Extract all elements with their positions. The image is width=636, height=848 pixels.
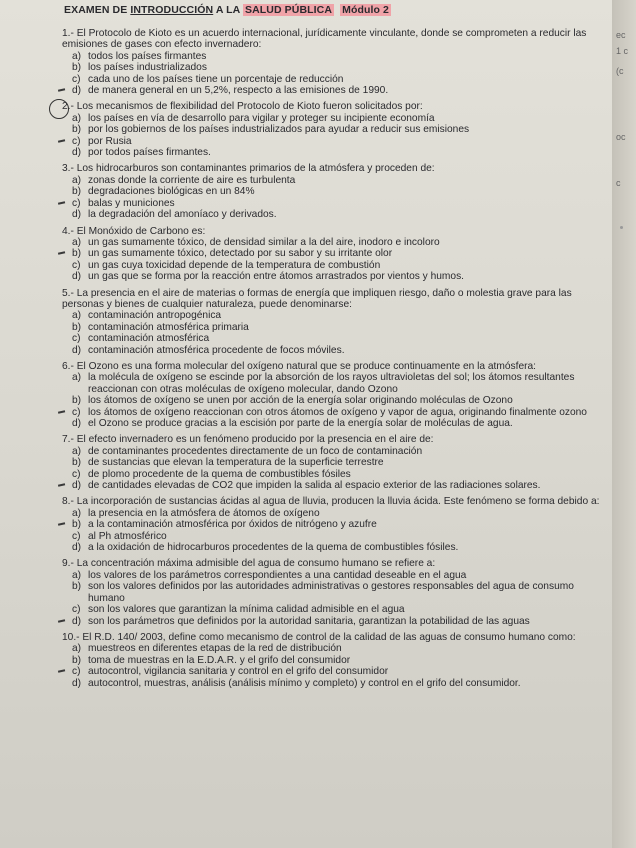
option-letter: b) — [72, 395, 82, 407]
question-item — [56, 288, 604, 356]
answer-option — [56, 643, 604, 654]
option-letter: d) — [72, 677, 82, 689]
option-letter: a) — [72, 236, 82, 248]
handwritten-tick-mark — [58, 410, 65, 413]
option-letter: d) — [72, 344, 82, 356]
option-text: un gas sumamente tóxico, detectado por su sabor y su irritante olor — [88, 248, 393, 260]
option-text: muestreos en diferentes etapas de la red de distribución — [88, 643, 342, 655]
answer-option — [56, 248, 604, 259]
question-item — [56, 558, 604, 626]
answer-option — [56, 333, 604, 344]
question-text: 2.- Los mecanismos de flexibilidad del Protocolo de Kioto fueron solicitados por: — [62, 101, 423, 113]
answer-option — [56, 581, 604, 604]
handwritten-tick-mark — [58, 88, 65, 91]
header-prefix: EXAMEN DE — [64, 4, 131, 16]
option-text: a la contaminación atmosférica por óxidos de nitrógeno y azufre — [88, 519, 377, 531]
option-text: contaminación antropogénica — [88, 310, 222, 322]
answer-option — [56, 186, 604, 197]
option-letter: d) — [72, 480, 82, 492]
option-letter: d) — [72, 209, 82, 221]
option-letter: d) — [72, 542, 82, 554]
option-letter: d) — [72, 271, 82, 283]
option-text: degradaciones biológicas en un 84% — [88, 186, 255, 198]
question-text: 6.- El Ozono es una forma molecular del oxígeno natural que se produce continuamente en la atmósfera: — [62, 360, 536, 372]
answer-option — [56, 480, 604, 491]
option-text: son los valores definidos por las autoridades administrativas o gestores responsables del agua de consumo humano — [88, 581, 574, 604]
option-letter: c) — [72, 197, 81, 209]
option-text: los átomos de oxígeno se unen por acción de la energía solar originando moléculas de Ozono — [88, 395, 513, 407]
answer-option — [56, 322, 604, 333]
answer-option — [56, 542, 604, 553]
answer-option — [56, 209, 604, 220]
option-text: de cantidades elevadas de CO2 que impiden la salida al espacio exterior de las radiaciones solares. — [88, 480, 541, 492]
option-text: los países industrializados — [88, 62, 207, 74]
option-letter: c) — [72, 333, 81, 345]
option-letter: c) — [72, 530, 81, 542]
option-text: la presencia en la atmósfera de átomos de oxígeno — [88, 507, 320, 519]
option-text: cada uno de los países tiene un porcentaje de reducción — [88, 73, 344, 85]
answer-option — [56, 372, 604, 395]
question-item — [56, 226, 604, 283]
option-text: de manera general en un 5,2%, respecto a las emisiones de 1990. — [88, 85, 389, 97]
handwritten-tick-mark — [58, 201, 65, 204]
option-letter: b) — [72, 62, 82, 74]
edge-text: c — [616, 178, 621, 188]
header-highlight-subject: SALUD PÚBLICA — [244, 4, 333, 16]
question-item — [56, 434, 604, 491]
answer-option — [56, 51, 604, 62]
option-letter: a) — [72, 445, 82, 457]
handwritten-tick-mark — [58, 139, 65, 142]
option-letter: a) — [72, 310, 82, 322]
option-letter: d) — [72, 85, 82, 97]
answer-option — [56, 457, 604, 468]
option-letter: b) — [72, 321, 82, 333]
next-page-edge — [612, 0, 636, 848]
answer-option — [56, 113, 604, 124]
question-text: 8.- La incorporación de sustancias ácidas al agua de lluvia, producen la lluvia ácida. Este fenómeno se forma debido a: — [62, 496, 600, 508]
option-letter: b) — [72, 519, 82, 531]
option-text: un gas sumamente tóxico, de densidad similar a la del aire, inodoro e incoloro — [88, 236, 440, 248]
answer-option — [56, 310, 604, 321]
option-letter: a) — [72, 507, 82, 519]
answer-option — [56, 345, 604, 356]
option-text: de sustancias que elevan la temperatura de la superficie terrestre — [88, 457, 384, 469]
option-letter: c) — [72, 135, 81, 147]
answer-option — [56, 519, 604, 530]
answer-option — [56, 570, 604, 581]
option-letter: d) — [72, 615, 82, 627]
question-item — [56, 632, 604, 689]
answer-option — [56, 271, 604, 282]
answer-option — [56, 124, 604, 135]
edge-text: ec — [616, 30, 626, 40]
answer-option — [56, 508, 604, 519]
option-letter: a) — [72, 643, 82, 655]
option-text: autocontrol, vigilancia sanitaria y control en el grifo del consumidor — [88, 666, 389, 678]
option-letter: b) — [72, 654, 82, 666]
option-letter: a) — [72, 174, 82, 186]
answer-option — [56, 469, 604, 480]
question-text: 1.- El Protocolo de Kioto es un acuerdo internacional, jurídicamente vinculante, donde se comprometen a reducir las emisiones de gases con efecto invernadero: — [62, 28, 587, 51]
answer-option — [56, 147, 604, 158]
option-letter: c) — [72, 666, 81, 678]
option-text: un gas cuya toxicidad depende de la temperatura de combustión — [88, 259, 381, 271]
answer-option — [56, 237, 604, 248]
question-list — [56, 28, 604, 694]
option-text: de contaminantes procedentes directamente de un foco de contaminación — [88, 445, 423, 457]
option-text: son los valores que garantizan la mínima calidad admisible en el agua — [88, 604, 405, 616]
option-text: por todos países firmantes. — [88, 147, 211, 159]
edge-text: 1 c — [616, 46, 629, 56]
option-text: un gas que se forma por la reacción entre átomos arrastrados por vientos y humos. — [88, 271, 464, 283]
question-text: 10.- El R.D. 140/ 2003, define como mecanismo de control de la calidad de las aguas de consumo humano como: — [62, 631, 576, 643]
question-item — [56, 163, 604, 220]
option-text: al Ph atmosférico — [88, 530, 167, 542]
answer-option — [56, 531, 604, 542]
option-text: los átomos de oxígeno reaccionan con otros átomos de oxígeno y vapor de agua, originando finalmente ozono — [88, 406, 587, 418]
option-letter: d) — [72, 147, 82, 159]
option-text: son los parámetros que definidos por la autoridad sanitaria, garantizan la potabilidad de las aguas — [88, 615, 530, 627]
option-letter: b) — [72, 124, 82, 136]
option-letter: c) — [72, 468, 81, 480]
option-letter: a) — [72, 50, 82, 62]
header-highlight-module: Módulo 2 — [342, 4, 389, 16]
option-text: el Ozono se produce gracias a la escisión por parte de la energía solar de moléculas de agua. — [88, 418, 513, 429]
option-letter: b) — [72, 457, 82, 469]
answer-option — [56, 198, 604, 209]
question-item — [56, 28, 604, 96]
option-text: contaminación atmosférica primaria — [88, 321, 249, 333]
option-letter: b) — [72, 186, 82, 198]
answer-option — [56, 85, 604, 96]
header-middle: A LA — [213, 4, 243, 16]
option-letter: a) — [72, 372, 82, 384]
question-item — [56, 361, 604, 429]
option-text: todos los países firmantes — [88, 50, 207, 62]
answer-option — [56, 175, 604, 186]
option-text: la degradación del amoníaco y derivados. — [88, 209, 277, 221]
option-text: por Rusia — [88, 135, 132, 147]
option-letter: b) — [72, 248, 82, 260]
option-letter: d) — [72, 418, 82, 429]
option-text: los países en vía de desarrollo para vigilar y proteger su incipiente economía — [88, 112, 435, 124]
option-letter: b) — [72, 581, 82, 593]
punch-hole — [620, 226, 623, 229]
question-text: 7.- El efecto invernadero es un fenómeno producido por la presencia en el aire de: — [62, 434, 434, 446]
option-text: los valores de los parámetros correspondientes a una cantidad deseable en el agua — [88, 569, 467, 581]
answer-option — [56, 136, 604, 147]
option-text: la molécula de oxígeno se escinde por la absorción de los rayos ultravioletas del sol; los átomos resultantes reaccionan con otras moléculas de oxígeno molecular, dando Ozono — [88, 372, 575, 395]
edge-text: (c — [616, 66, 624, 76]
option-text: de plomo procedente de la quema de combustibles fósiles — [88, 468, 351, 480]
question-text: 4.- El Monóxido de Carbono es: — [62, 225, 206, 237]
handwritten-tick-mark — [58, 619, 65, 622]
option-text: por los gobiernos de los países industrializados para ayudar a reducir sus emisiones — [88, 124, 470, 136]
handwritten-tick-mark — [58, 483, 65, 486]
handwritten-tick-mark — [58, 252, 65, 255]
answer-option — [56, 260, 604, 271]
option-text: a la oxidación de hidrocarburos procedentes de la quema de combustibles fósiles. — [88, 542, 459, 554]
option-text: zonas donde la corriente de aire es turbulenta — [88, 174, 296, 186]
answer-option — [56, 678, 604, 689]
answer-option — [56, 655, 604, 666]
option-text: balas y municiones — [88, 197, 175, 209]
answer-option — [56, 616, 604, 627]
answer-option — [56, 62, 604, 73]
answer-option — [56, 395, 604, 406]
question-text: 3.- Los hidrocarburos son contaminantes primarios de la atmósfera y proceden de: — [62, 163, 435, 175]
answer-option — [56, 74, 604, 85]
question-text: 9.- La concentración máxima admisible del agua de consumo humano se refiere a: — [62, 558, 436, 570]
option-text: contaminación atmosférica procedente de focos móviles. — [88, 344, 345, 356]
answer-option — [56, 446, 604, 457]
question-item — [56, 496, 604, 553]
option-letter: c) — [72, 259, 81, 271]
option-letter: c) — [72, 73, 81, 85]
answer-option — [56, 407, 604, 418]
option-text: contaminación atmosférica — [88, 333, 210, 345]
option-text: autocontrol, muestras, análisis (análisis mínimo y completo) y control en el grifo del consumidor. — [88, 677, 521, 689]
answer-option — [56, 666, 604, 677]
answer-option — [56, 418, 604, 429]
option-letter: c) — [72, 406, 81, 418]
edge-text: oc — [616, 132, 626, 142]
header-underlined: INTRODUCCIÓN — [130, 4, 214, 16]
exam-header — [64, 4, 391, 16]
handwritten-tick-mark — [58, 669, 65, 672]
option-letter: c) — [72, 604, 81, 616]
question-item — [56, 101, 604, 158]
answer-option — [56, 604, 604, 615]
option-text: toma de muestras en la E.D.A.R. y el grifo del consumidor — [88, 654, 351, 666]
question-text: 5.- La presencia en el aire de materias o formas de energía que impliquen riesgo, daño o molestia grave para las personas y bienes de cualquier naturaleza, puede denominarse: — [62, 287, 572, 310]
handwritten-tick-mark — [58, 523, 65, 526]
option-letter: a) — [72, 569, 82, 581]
option-letter: a) — [72, 112, 82, 124]
